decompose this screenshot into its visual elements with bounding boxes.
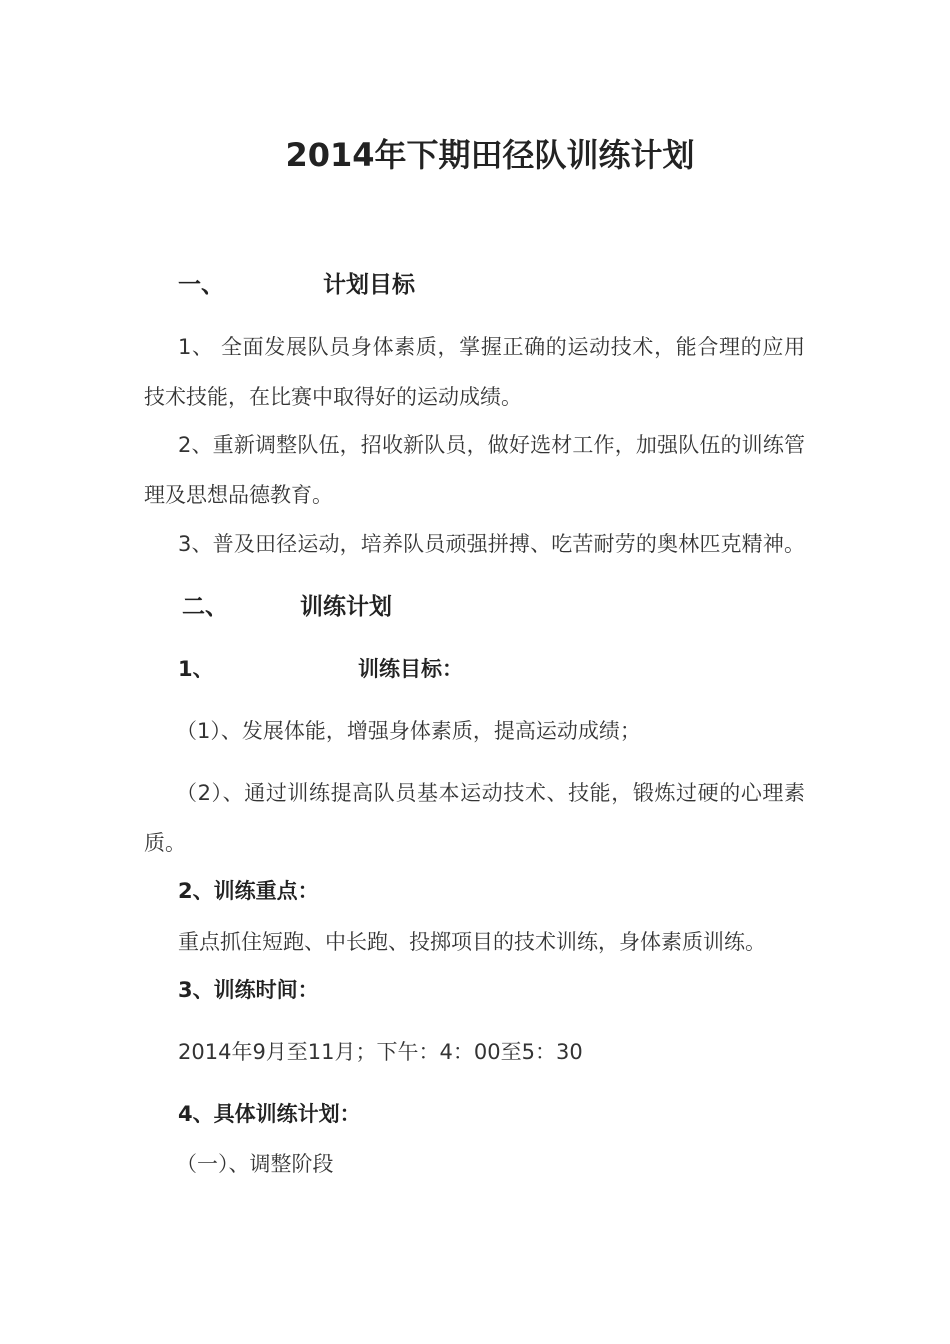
section2-heading: 训练计划 — [300, 594, 392, 620]
plan-stage1: （一）、调整阶段 — [176, 1152, 334, 1176]
section1-item2-line2: 理及思想品德教育。 — [144, 483, 333, 507]
section1-item1-line2: 技术技能，在比赛中取得好的运动成绩。 — [144, 385, 522, 409]
goal-number: 1、 — [178, 657, 214, 681]
section1-item3-line1: 3、普及田径运动，培养队员顽强拼搏、吃苦耐劳的奥林匹克精神。 — [178, 532, 805, 556]
goal-item2-line1: （2）、通过训练提高队员基本运动技术、技能，锻炼过硬的心理素 — [176, 781, 805, 805]
section1-heading: 计划目标 — [323, 272, 415, 298]
section1-item2-line1: 2、重新调整队伍，招收新队员，做好选材工作，加强队伍的训练管 — [178, 433, 805, 457]
focus-text: 重点抓住短跑、中长跑、投掷项目的技术训练，身体素质训练。 — [178, 930, 766, 954]
goal-heading: 训练目标： — [358, 657, 463, 681]
focus-heading: 2、训练重点： — [178, 879, 319, 903]
document-title: 2014年下期田径队训练计划 — [285, 136, 695, 174]
section1-item1-line1: 1、 全面发展队员身体素质，掌握正确的运动技术，能合理的应用 — [178, 335, 805, 359]
goal-item1: （1）、发展体能，增强身体素质，提高运动成绩； — [176, 719, 641, 743]
plan-heading: 4、具体训练计划： — [178, 1102, 361, 1126]
time-heading: 3、训练时间： — [178, 978, 319, 1002]
section1-number: 一、 — [178, 272, 224, 298]
time-text: 2014年9月至11月；下午：4：00至5：30 — [178, 1040, 583, 1064]
goal-item2-line2: 质。 — [144, 831, 186, 855]
section2-number: 二、 — [182, 594, 228, 620]
